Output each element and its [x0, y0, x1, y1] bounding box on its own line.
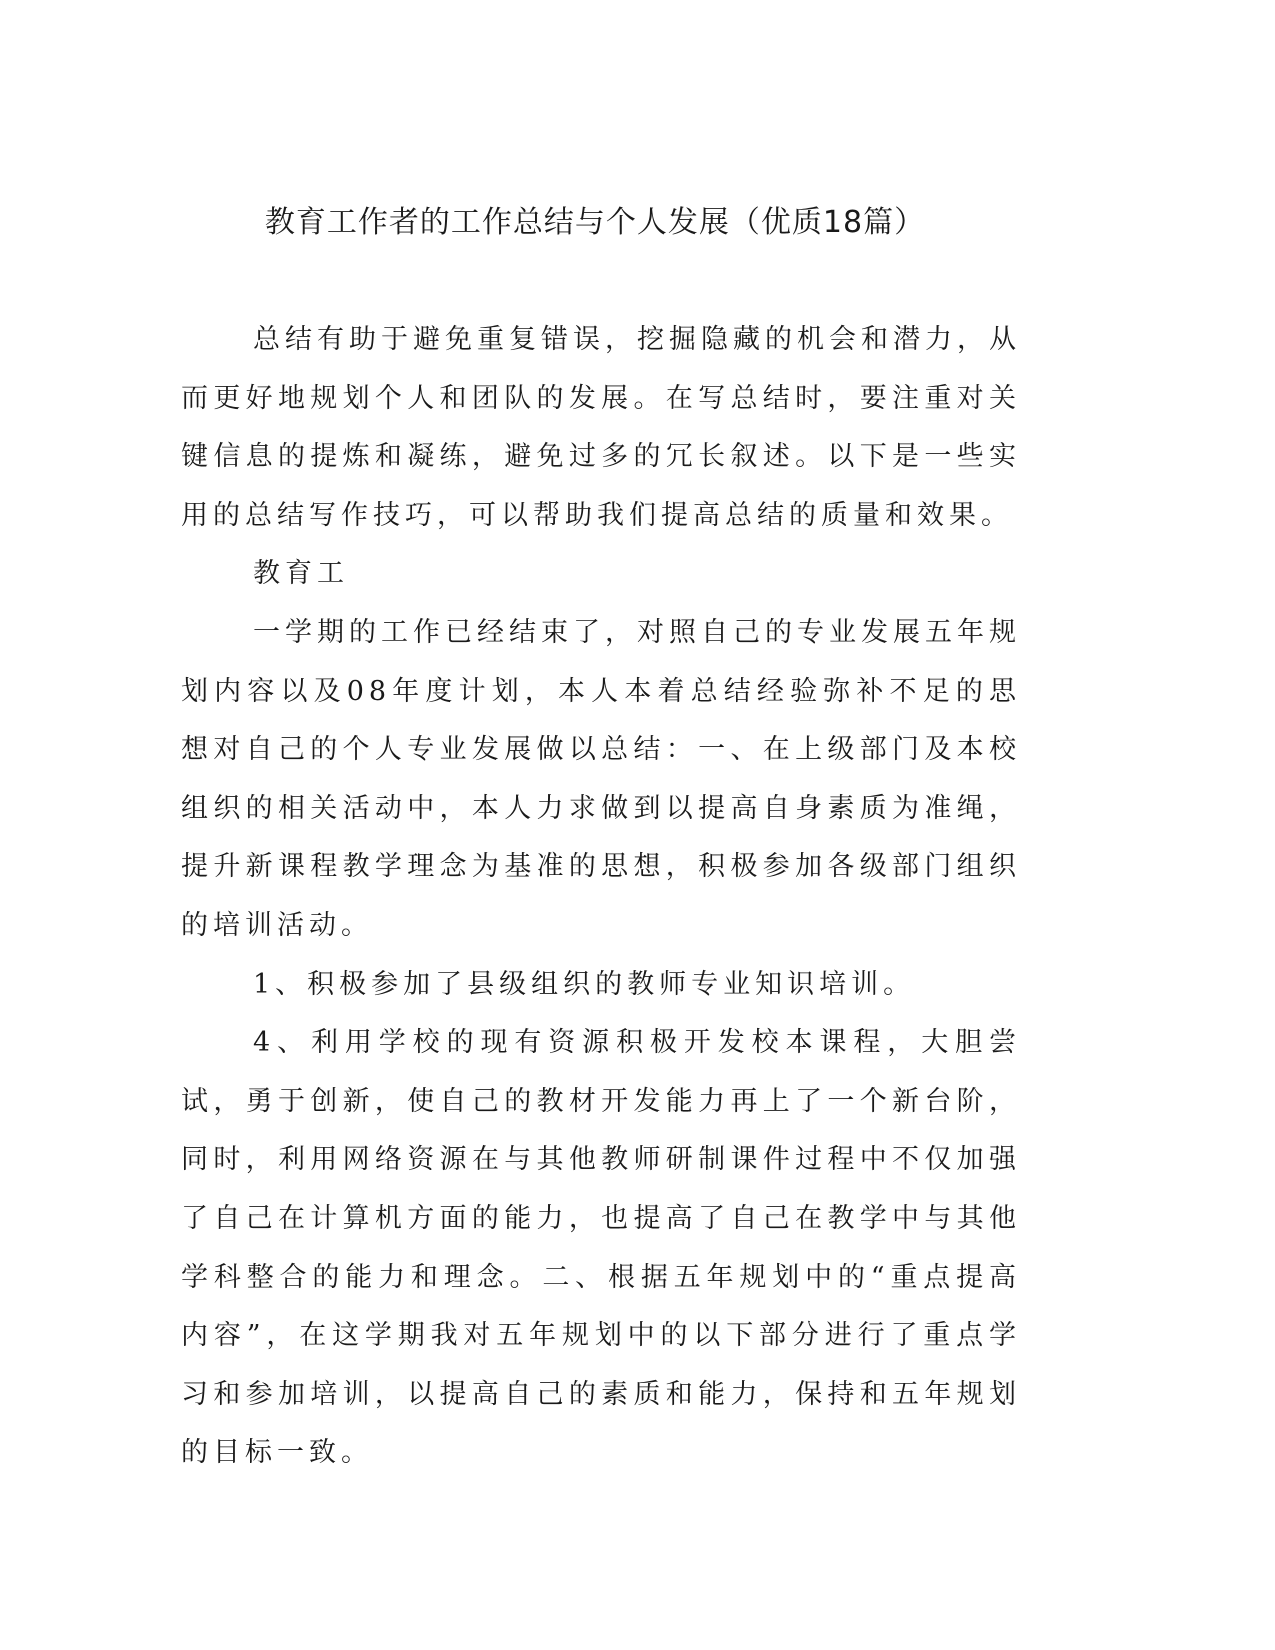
item-1-paragraph: 1、积极参加了县级组织的教师专业知识培训。: [253, 968, 916, 1000]
document-title: 教育工作者的工作总结与个人发展（优质18篇）: [264, 205, 926, 240]
item-4-paragraph: 4、利用学校的现有资源积极开发校本课程，大胆尝试，勇于创新，使自己的教材开发能力再上了一个新台阶，同时，利用网络资源在与其他教师研制课件过程中不仅加强了自己在计算机方面的能力，也提高了自己在教学中与其他学科整合的能力和理念。二、根据五年规划中的“重点提高内容”，在这学期我对五年规划中的以下部分进行了重点学习和参加培训，以提高自己的素质和能力，保持和五年规划的目标一致。: [181, 1027, 1021, 1469]
document-body: [181, 311, 1021, 1483]
summary-paragraph: 一学期的工作已经结束了，对照自己的专业发展五年规划内容以及08年度计划，本人本着总结经验弥补不足的思想对自己的个人专业发展做以总结：一、在上级部门及本校组织的相关活动中，本人力求做到以提高自身素质为准绳，提升新课程教学理念为基准的思想，积极参加各级部门组织的培训活动。: [181, 616, 1021, 941]
intro-paragraph: 总结有助于避免重复错误，挖掘隐藏的机会和潜力，从而更好地规划个人和团队的发展。在写总结时，要注重对关键信息的提炼和凝练，避免过多的冗长叙述。以下是一些实用的总结写作技巧，可以帮助我们提高总结的质量和效果。: [181, 324, 1021, 531]
section-heading-paragraph: 教育工: [253, 558, 349, 590]
